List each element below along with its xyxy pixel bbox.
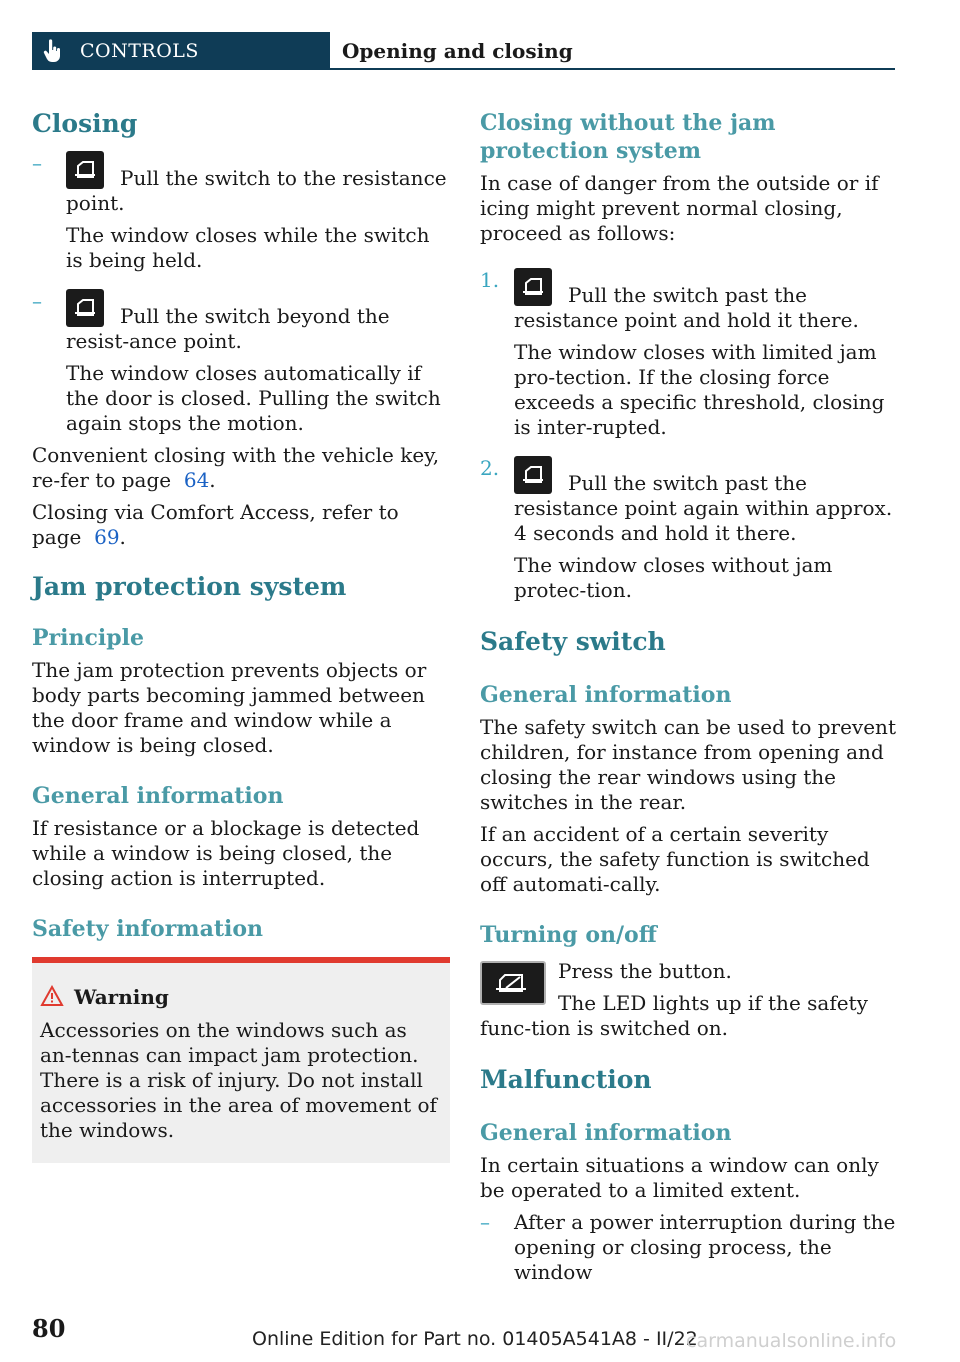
comfort-access-paragraph: Closing via Comfort Access, refer to page 69. — [32, 500, 399, 549]
warning-text: Accessories on the windows such as an-tennas can impact jam protection. There is a risk of injury. Do not install accessories in the area of movement of the windows. — [40, 1018, 437, 1142]
warning-title-row — [40, 985, 442, 1010]
window-switch-icon — [514, 456, 552, 494]
list-item-text: Pull the switch to the resistance point. — [66, 166, 447, 215]
list-dash: – — [32, 151, 42, 175]
warning-title: Warning — [74, 985, 169, 1009]
page-link-69[interactable]: 69 — [94, 525, 120, 549]
hand-pointer-icon — [42, 39, 62, 63]
ss-general-heading: General information — [480, 682, 732, 708]
list-item-note: The window closes automatically if the door is closed. Pulling the switch again stops the motion. — [66, 361, 441, 435]
nojam-intro: In case of danger from the outside or if icing might prevent normal closing, proceed as follows: — [480, 171, 879, 245]
list-dash: – — [32, 289, 42, 313]
page-header — [32, 32, 895, 70]
numbered-step — [480, 268, 898, 440]
safety-info-heading: Safety information — [32, 916, 264, 942]
edition-footer: Online Edition for Part no. 01405A541A8 - II/22 — [252, 1328, 698, 1350]
section-tab — [32, 32, 330, 70]
list-item-note: The window closes while the switch is being held. — [66, 223, 430, 272]
step-number: 2. — [480, 456, 500, 480]
watermark: carmanualsonline.info — [686, 1330, 897, 1352]
step-text: Pull the switch past the resistance point again within approx. 4 seconds and hold it there. — [514, 471, 893, 545]
list-item — [32, 289, 450, 436]
turning-text-2: The LED lights up if the safety func-tion is switched on. — [480, 991, 868, 1040]
step-note: The window closes with limited jam pro-tection. If the closing force exceeds a specific threshold, closing is inter-rupted. — [514, 340, 885, 439]
list-item-text: Pull the switch beyond the resist-ance point. — [66, 304, 390, 353]
malfunction-heading: Malfunction — [480, 1065, 652, 1094]
ss-general-text-2: If an accident of a certain severity occurs, the safety function is switched off automati-cally. — [480, 822, 870, 896]
warning-triangle-icon — [40, 985, 64, 1007]
window-switch-icon — [66, 151, 104, 189]
warning-box — [32, 957, 450, 1163]
mal-text: In certain situations a window can only be operated to a limited extent. — [480, 1153, 879, 1202]
chapter-title: Opening and closing — [342, 39, 573, 63]
right-column — [480, 104, 898, 1285]
safety-switch-heading: Safety switch — [480, 627, 666, 656]
page-number: 80 — [32, 1314, 66, 1343]
list-dash: – — [480, 1210, 490, 1234]
turning-heading: Turning on/off — [480, 922, 657, 948]
section-label: CONTROLS — [80, 40, 199, 62]
turning-text-1: Press the button. — [558, 959, 732, 983]
step-note: The window closes without jam protec-tion. — [514, 553, 833, 602]
left-column — [32, 104, 450, 1163]
closing-heading: Closing — [32, 109, 138, 138]
safety-switch-button-icon — [480, 961, 546, 1005]
step-number: 1. — [480, 268, 500, 292]
general-info-text: If resistance or a blockage is detected while a window is being closed, the closing action is interrupted. — [32, 816, 420, 890]
turning-block — [480, 959, 898, 1041]
general-info-heading: General information — [32, 783, 284, 809]
list-item — [480, 1210, 898, 1285]
mal-general-heading: General information — [480, 1120, 732, 1146]
window-switch-icon — [66, 289, 104, 327]
ss-general-text-1: The safety switch can be used to prevent children, for instance from opening and closing the rear windows using the switches in the rear. — [480, 715, 896, 814]
window-switch-icon — [514, 268, 552, 306]
nojam-heading: Closing without the jam protection system — [480, 110, 776, 164]
principle-heading: Principle — [32, 625, 144, 651]
step-text: Pull the switch past the resistance point and hold it there. — [514, 283, 859, 332]
chapter-title-bar — [330, 32, 895, 70]
convenient-closing-paragraph: Convenient closing with the vehicle key, re-fer to page 64. — [32, 443, 440, 492]
list-item-text: After a power interruption during the opening or closing process, the window — [514, 1210, 896, 1284]
page-link-64[interactable]: 64 — [183, 468, 210, 492]
jam-protection-heading: Jam protection system — [32, 572, 347, 601]
list-item — [32, 151, 450, 273]
principle-text: The jam protection prevents objects or body parts becoming jammed between the door frame and window while a window is being closed. — [32, 658, 427, 757]
numbered-step — [480, 456, 898, 603]
